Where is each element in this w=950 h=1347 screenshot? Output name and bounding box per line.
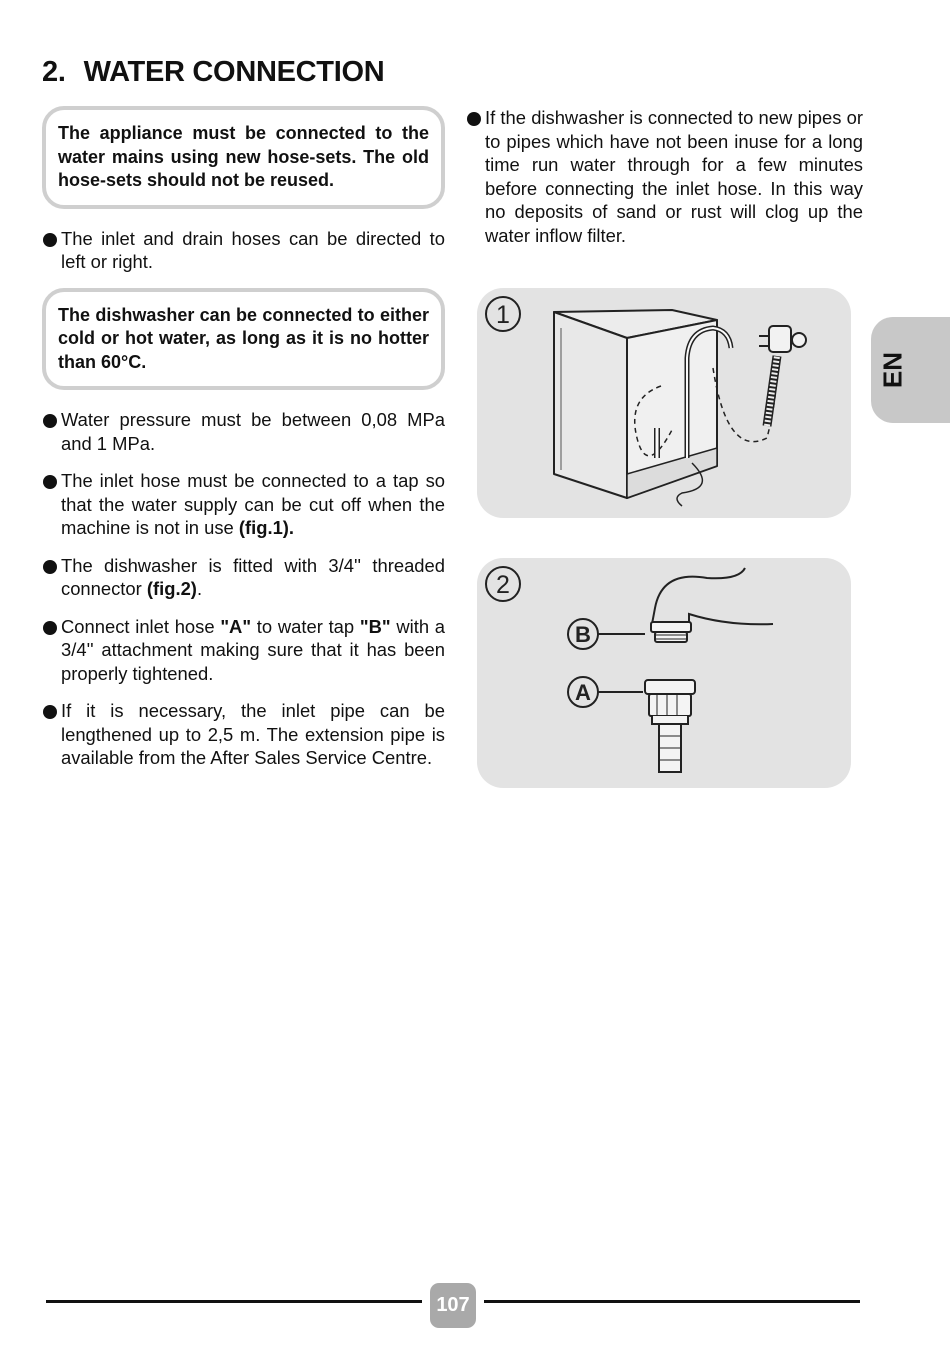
- bullet-threaded-connector: [42, 554, 445, 601]
- bullet-hose-direction: The inlet and drain hoses can be directed to left or right.: [42, 227, 445, 274]
- figure-1-dishwasher-connection: [477, 288, 851, 518]
- page-number: 107: [430, 1283, 476, 1328]
- bullet-inlet-tap-text: The inlet hose must be connected to a tap so that the water supply can be cut off when the machine is not in use: [61, 470, 445, 538]
- label-b: B: [575, 622, 591, 647]
- bullet-connect-hose: [42, 615, 445, 686]
- figure-1-label: 1: [496, 301, 510, 329]
- section-title: [42, 56, 384, 89]
- bullet-connect-hose-part1: Connect inlet hose: [61, 615, 221, 637]
- bullet-connect-hose-part3: with a 3/4'' attachment making sure that it has been properly tightened.: [61, 615, 446, 684]
- bullet-threaded-connector-text: The dishwasher is fitted with 3/4'' threaded connector: [61, 554, 445, 599]
- language-tab-label: EN: [877, 351, 908, 389]
- section-title-text: WATER CONNECTION: [83, 56, 385, 88]
- notice-water-temperature: The dishwasher can be connected to either cold or hot water, as long as it is no hotter than 60°C.: [42, 288, 445, 391]
- connector-illustration: [477, 558, 851, 788]
- bullet-connect-hose-part2: to water tap: [251, 615, 360, 637]
- figure-2-label: 2: [496, 571, 510, 599]
- bullet-water-pressure: Water pressure must be between 0,08 MPa and 1 MPa.: [42, 408, 445, 455]
- left-column: [42, 106, 445, 784]
- section-number: 2.: [42, 56, 66, 88]
- notice-hose-sets: The appliance must be connected to the water mains using new hose-sets. The old hose-sets should not be reused.: [42, 106, 445, 209]
- bullet-threaded-connector-tail: .: [196, 578, 203, 599]
- figure-2-connector-detail: [477, 558, 851, 788]
- bullet-extension-pipe: If it is necessary, the inlet pipe can be lengthened up to 2,5 m. The extension pipe is available from the After Sales Service Centre.: [42, 699, 445, 770]
- footer-rule-left: [46, 1300, 422, 1303]
- right-column: [466, 106, 863, 261]
- label-a: A: [575, 680, 591, 705]
- hose-a-label: "A": [220, 615, 252, 637]
- fig1-reference: (fig.1).: [238, 517, 295, 538]
- footer-rule-right: [484, 1300, 860, 1303]
- fig2-reference: (fig.2): [146, 578, 197, 599]
- language-tab: [871, 317, 950, 423]
- tap-b-label: "B": [359, 615, 391, 637]
- bullet-inlet-tap: [42, 469, 445, 540]
- dishwasher-illustration: [477, 288, 851, 518]
- bullet-flush-pipes: If the dishwasher is connected to new pipes or to pipes which have not been inuse for a long time run water through for a few minutes before connecting the inlet hose. In this way no deposits of sand or rust will clog up the water inflow filter.: [466, 106, 863, 247]
